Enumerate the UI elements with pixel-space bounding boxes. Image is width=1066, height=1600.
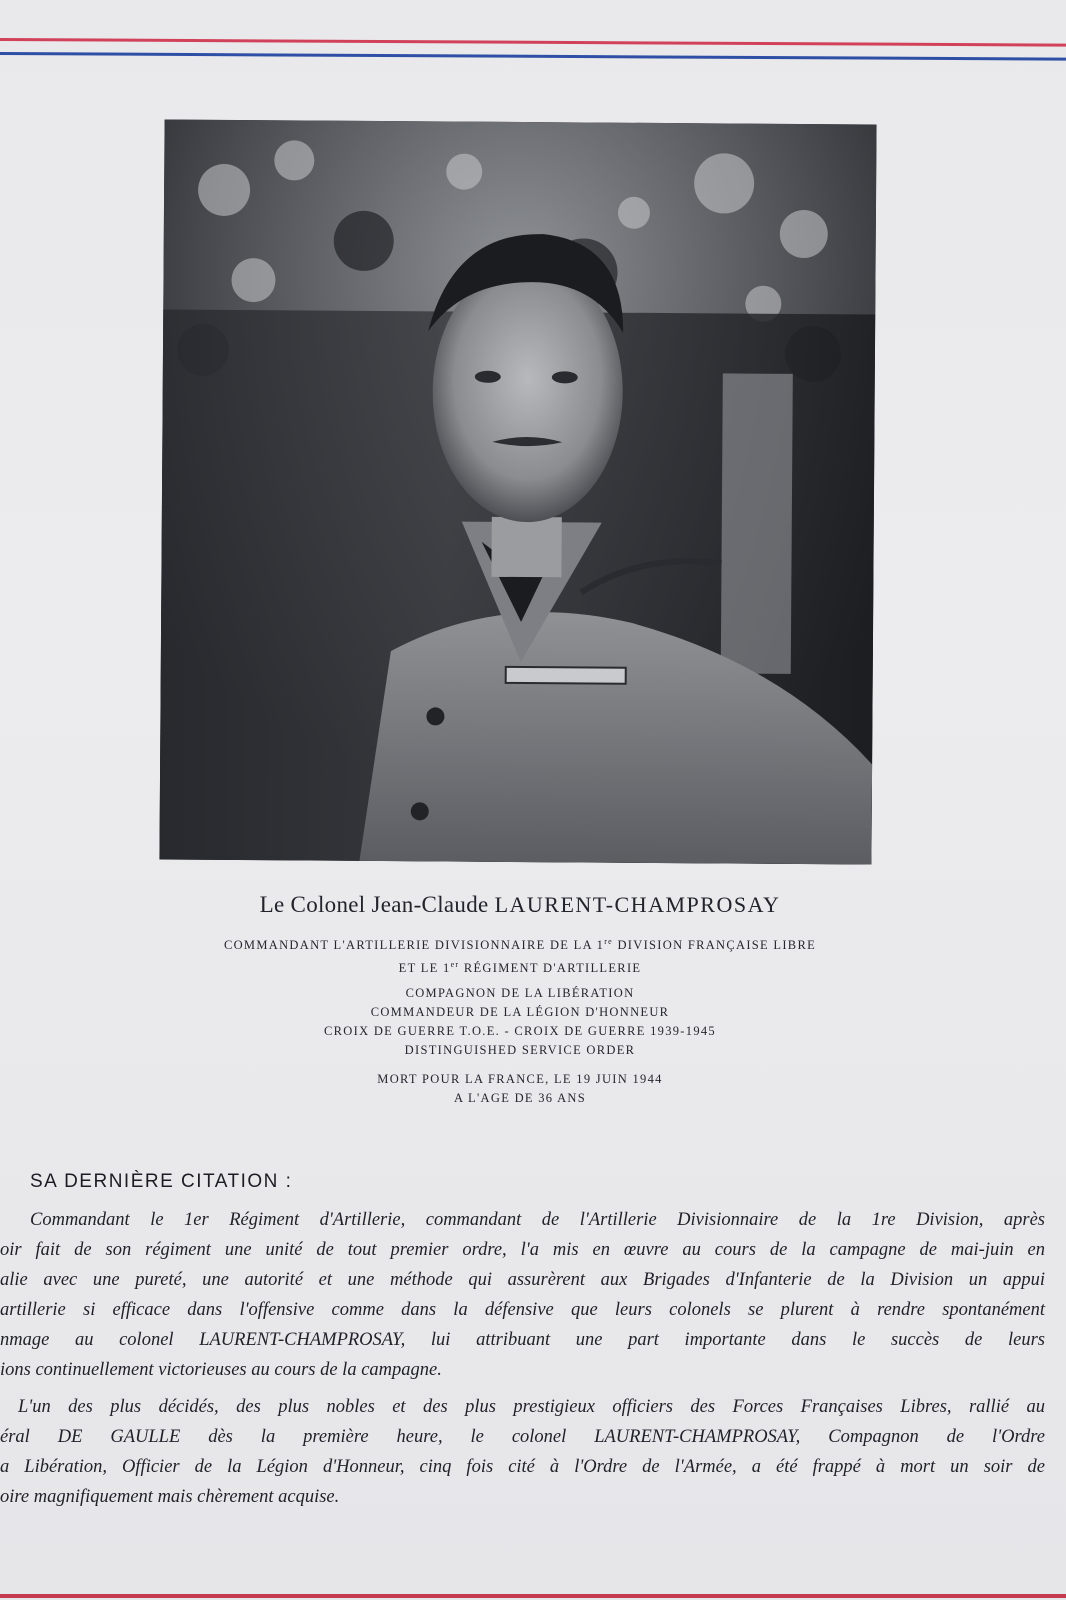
citation-line: éral DE GAULLE dès la première heure, le colonel LAURENT-CHAMPROSAY, Compagnon de l'Ordre bbox=[0, 1427, 1045, 1447]
citation-line: L'un des plus décidés, des plus nobles et des plus prestigieux officiers des Forces Françaises Libres, rallié au bbox=[18, 1397, 1045, 1417]
citation-line: artillerie si efficace dans l'offensive comme dans la défensive que leurs colonels se plurent à rendre spontanément bbox=[0, 1300, 1045, 1320]
citation-line: alie avec une pureté, une autorité et une méthode qui assurèrent aux Brigades d'Infanterie de la Division un appui bbox=[0, 1270, 1045, 1290]
surname: LAURENT-CHAMPROSAY bbox=[494, 892, 781, 917]
tricolor-bottom-stripe bbox=[0, 1594, 1066, 1598]
death-notice-line: A L'AGE DE 36 ANS bbox=[454, 1091, 586, 1105]
title-line-2-end: RÉGIMENT D'ARTILLERIE bbox=[459, 961, 642, 975]
rank-and-given-name: Le Colonel Jean-Claude bbox=[259, 892, 489, 917]
citation-line: Commandant le 1er Régiment d'Artillerie, commandant de l'Artillerie Divisionnaire de la 1re Division, après bbox=[30, 1210, 1045, 1230]
honor-item: DISTINGUISHED SERVICE ORDER bbox=[404, 1043, 636, 1057]
title-line-1-end: DIVISION FRANÇAISE LIBRE bbox=[613, 938, 817, 952]
title-line-2-start: ET LE 1 bbox=[398, 961, 451, 975]
honor-item: CROIX DE GUERRE T.O.E. - CROIX DE GUERRE 1939-1945 bbox=[324, 1024, 716, 1038]
citation-heading: SA DERNIÈRE CITATION : bbox=[30, 1171, 293, 1192]
citation-line: a Libération, Officier de la Légion d'Honneur, cinq fois cité à l'Ordre de l'Armée, a été frappé à mort un soir de bbox=[0, 1457, 1045, 1477]
title-line-2-ordinal: er bbox=[450, 960, 460, 969]
honor-item: COMMANDEUR DE LA LÉGION D'HONNEUR bbox=[370, 1005, 670, 1019]
title-line-1-ordinal: re bbox=[604, 937, 614, 946]
honor-item: COMPAGNON DE LA LIBÉRATION bbox=[405, 986, 635, 1000]
title-line-1-start: COMMANDANT L'ARTILLERIE DIVISIONNAIRE DE LA 1 bbox=[223, 938, 605, 952]
citation-line: oir fait de son régiment une unité de tout premier ordre, l'a mis en œuvre au cours de la campagne de mai-juin en bbox=[0, 1240, 1045, 1260]
death-notice-line: MORT POUR LA FRANCE, LE 19 JUIN 1944 bbox=[377, 1072, 663, 1086]
citation-line: nmage au colonel LAURENT-CHAMPROSAY, lui attribuant une part importante dans le succès de leurs bbox=[0, 1330, 1045, 1350]
citation-line: ions continuellement victorieuses au cours de la campagne. bbox=[0, 1360, 442, 1380]
citation-line: oire magnifiquement mais chèrement acquise. bbox=[0, 1487, 340, 1507]
